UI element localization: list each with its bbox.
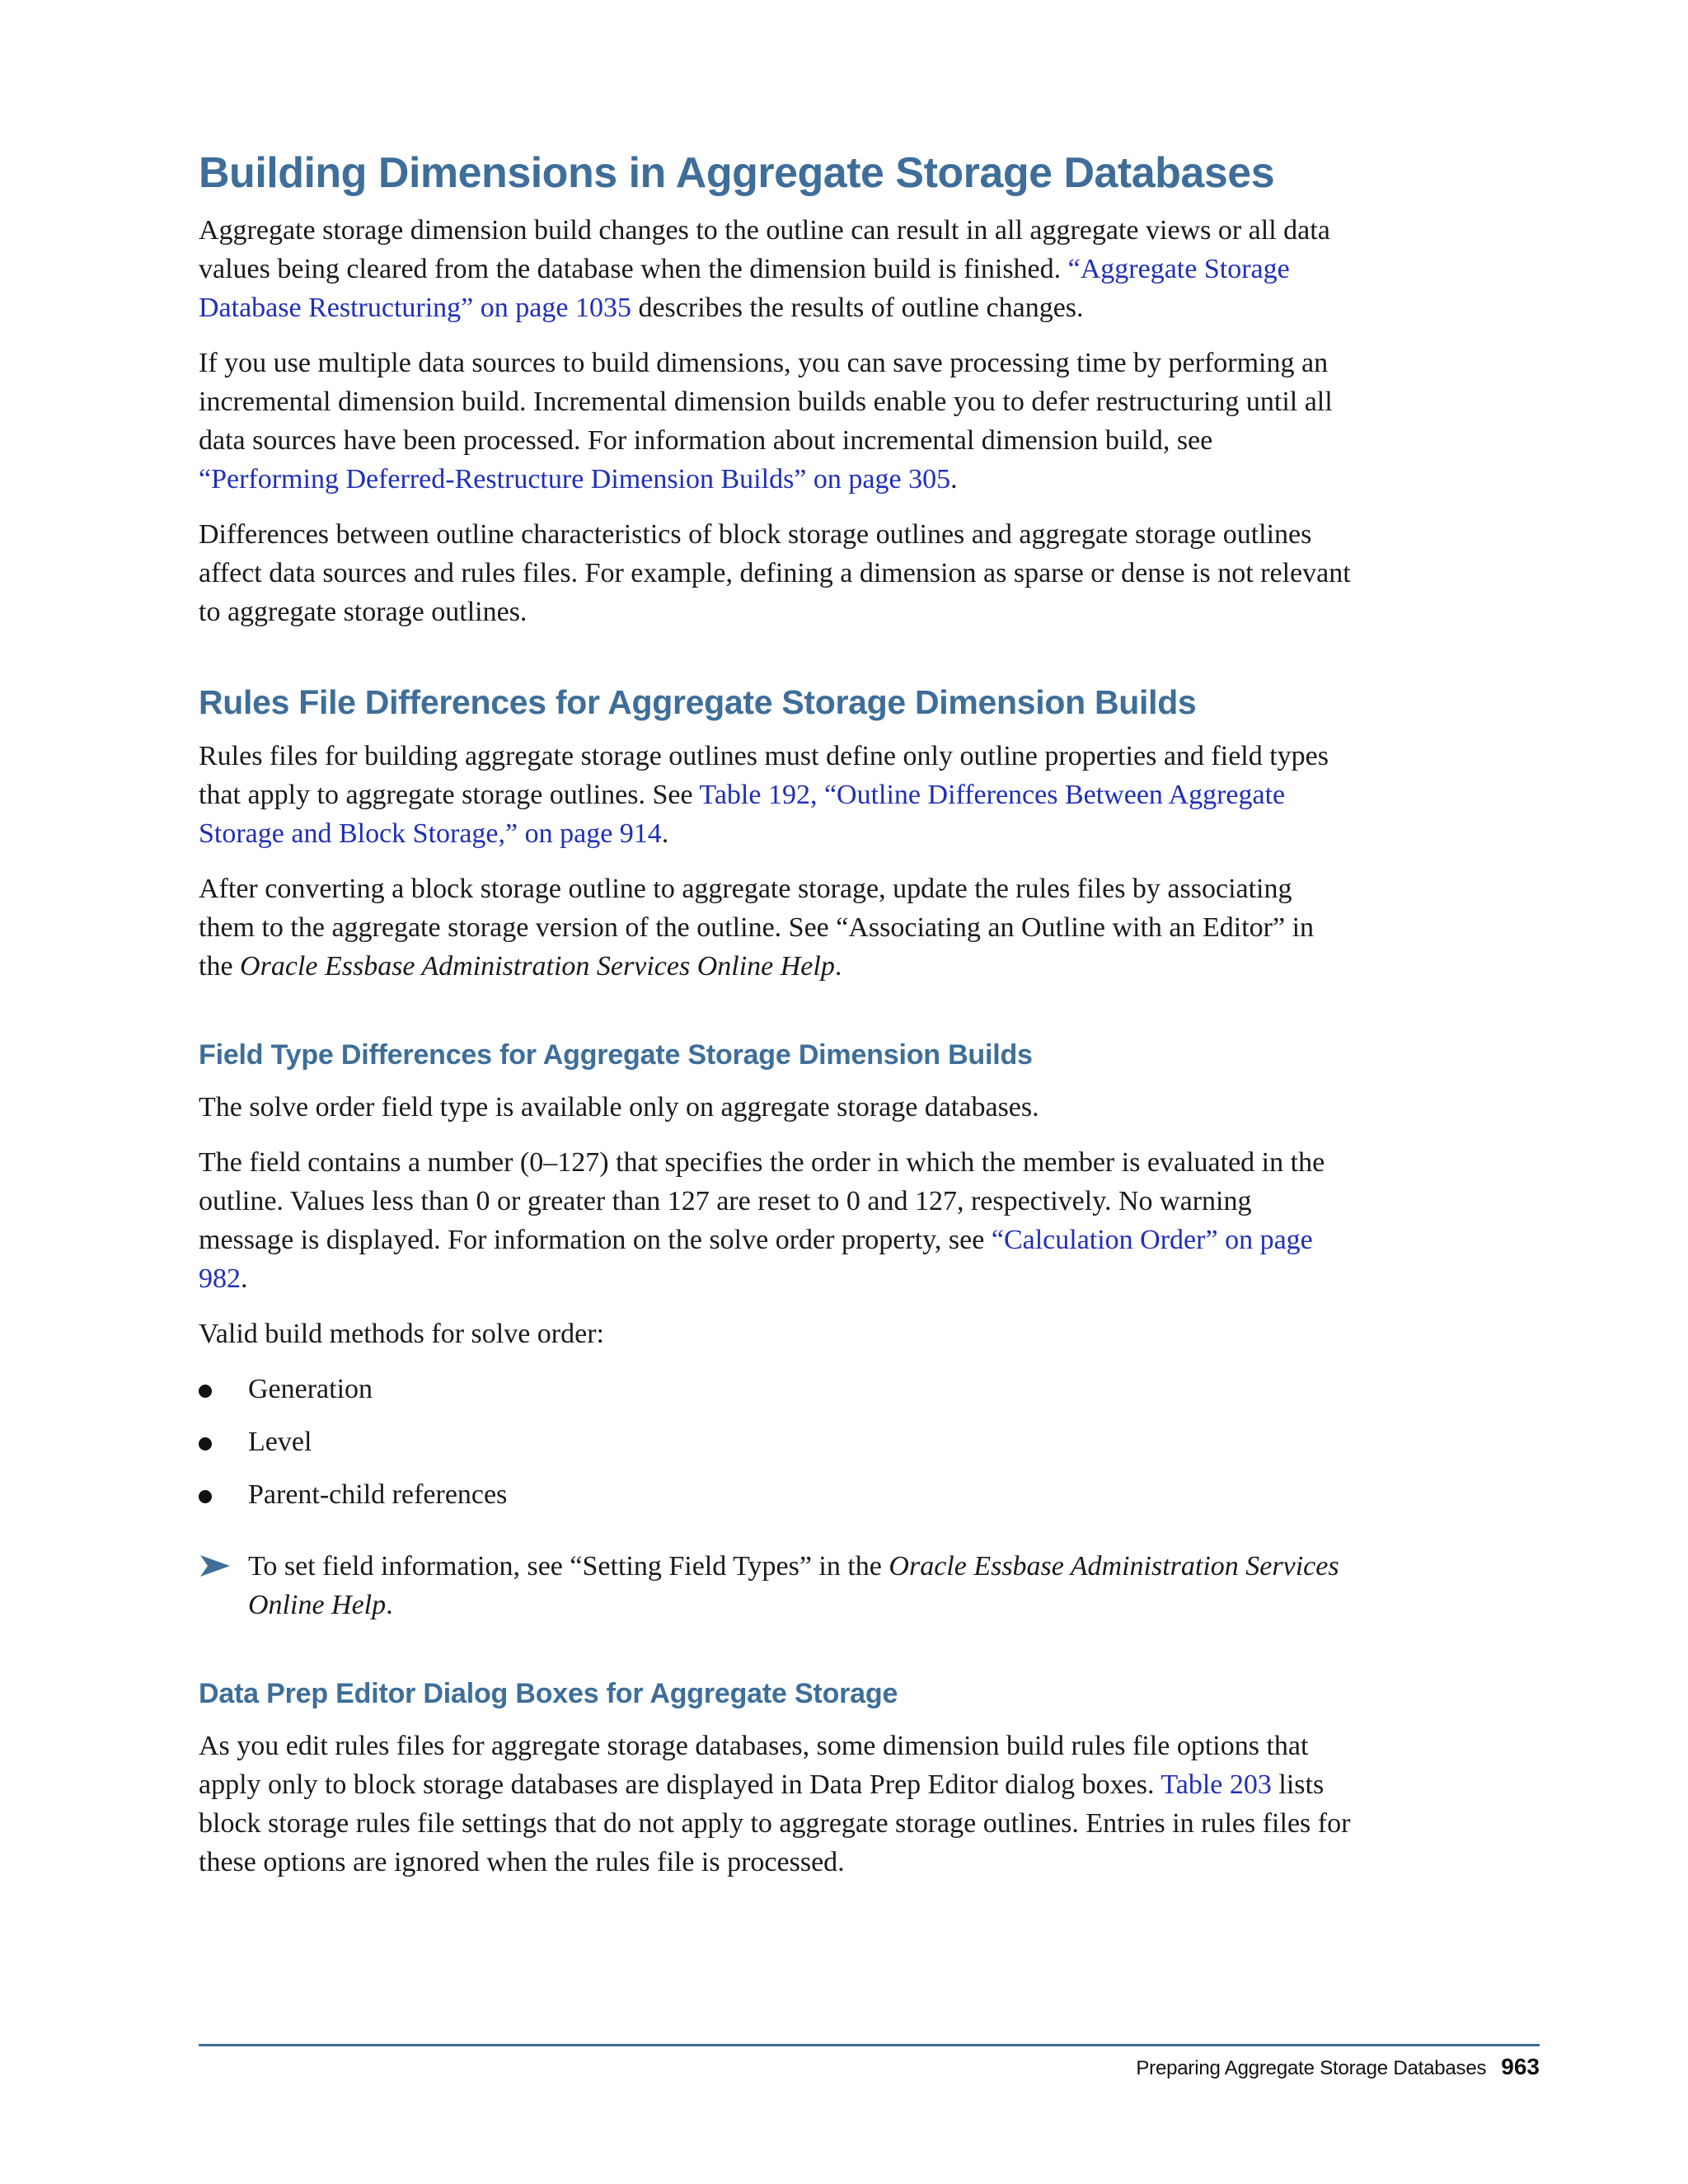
footer-divider — [199, 2044, 1540, 2046]
page-number: 963 — [1501, 2054, 1540, 2079]
text: . — [241, 1263, 248, 1294]
section-heading-field-type: Field Type Differences for Aggregate Storage Dimension Builds — [199, 1039, 1033, 1071]
bullet-icon — [199, 1490, 212, 1503]
text: describes the results of outline changes. — [631, 293, 1084, 323]
list-item-label: Level — [248, 1427, 312, 1457]
intro-paragraph-3: Differences between outline characteristics of block storage outlines and aggregate storage outlines affect data sources and rules files. For example, defining a dimension as sparse or dense is not relevant to aggregate storage outlines. — [199, 519, 1351, 627]
doc-title-italic: Oracle Essbase Administration Services Online Help — [248, 1551, 1339, 1620]
procedure-text — [248, 1547, 1353, 1624]
text: . — [661, 818, 669, 849]
link-table-192[interactable]: Table 192, “Outline Differences Between Aggregate Storage and Block Storage,” on page 914 — [199, 780, 1286, 849]
text: lists block storage rules file settings that do not apply to aggregate storage outlines. Entries in rules files for these options are ignored when the rules file is processed. — [199, 1769, 1351, 1877]
text: As you edit rules files for aggregate storage databases, some dimension build rules file options that apply only to block storage databases are displayed in Data Prep Editor dialog boxes. — [199, 1731, 1309, 1800]
list-item — [199, 1475, 1353, 1514]
dataprep-paragraph-1 — [199, 1727, 1353, 1882]
text: . — [834, 951, 842, 982]
text: If you use multiple data sources to build dimensions, you can save processing time by performing an incremental dimension build. Incremental dimension builds enable you to defer restructuring until all data sources have been processed. For information about incremental dimension build, see — [199, 348, 1333, 456]
rules-paragraph-1 — [199, 737, 1353, 853]
procedure-step — [199, 1547, 1353, 1624]
section-heading-rules: Rules File Differences for Aggregate Storage Dimension Builds — [199, 683, 1197, 721]
rules-paragraph-2 — [199, 869, 1353, 986]
list-item-label: Parent-child references — [248, 1479, 508, 1510]
text: To set field information, see “Setting Field Types” in the — [248, 1551, 889, 1582]
bullet-icon — [199, 1385, 212, 1398]
intro-paragraph-1 — [199, 211, 1353, 327]
link-aggregate-restructuring[interactable]: “Aggregate Storage Database Restructuring” on page 1035 — [199, 254, 1290, 323]
page-title: Building Dimensions in Aggregate Storage Databases — [199, 149, 1275, 197]
text: After converting a block storage outline to aggregate storage, update the rules files by associating them to the aggregate storage version of the outline. See “Associating an Outline with an Editor” in the — [199, 874, 1315, 982]
text: Rules files for building aggregate storage outlines must define only outline properties and field types that apply to aggregate storage outlines. See — [199, 741, 1329, 810]
field-paragraph-3: Valid build methods for solve order: — [199, 1319, 604, 1349]
intro-paragraph-2 — [199, 344, 1353, 499]
text: . — [386, 1590, 393, 1620]
doc-title-italic: Oracle Essbase Administration Services Online Help — [240, 951, 835, 982]
page-footer — [1136, 2054, 1540, 2080]
build-methods-list — [199, 1370, 1353, 1514]
list-item — [199, 1370, 1353, 1408]
text: The field contains a number (0–127) that specifies the order in which the member is evaluated in the outline. Values less than 0 or greater than 127 are reset to 0 and 127, respectively. No warning message is displayed. For information on the solve order property, see — [199, 1147, 1325, 1255]
footer-title: Preparing Aggregate Storage Databases — [1136, 2057, 1487, 2079]
arrow-right-icon — [199, 1553, 232, 1579]
section-heading-data-prep: Data Prep Editor Dialog Boxes for Aggregate Storage — [199, 1678, 898, 1709]
list-item — [199, 1422, 1353, 1461]
field-paragraph-1: The solve order field type is available only on aggregate storage databases. — [199, 1092, 1039, 1122]
link-deferred-restructure[interactable]: “Performing Deferred-Restructure Dimension Builds” on page 305 — [199, 464, 951, 494]
text: Aggregate storage dimension build changes to the outline can result in all aggregate views or all data values being cleared from the database when the dimension build is finished. — [199, 215, 1330, 284]
page-content — [199, 147, 1353, 1898]
link-calculation-order[interactable]: “Calculation Order” on page 982 — [199, 1225, 1313, 1294]
bullet-icon — [199, 1437, 212, 1451]
field-paragraph-2 — [199, 1143, 1353, 1298]
text: . — [950, 464, 958, 494]
link-table-203[interactable]: Table 203 — [1160, 1769, 1272, 1800]
list-item-label: Generation — [248, 1374, 373, 1404]
